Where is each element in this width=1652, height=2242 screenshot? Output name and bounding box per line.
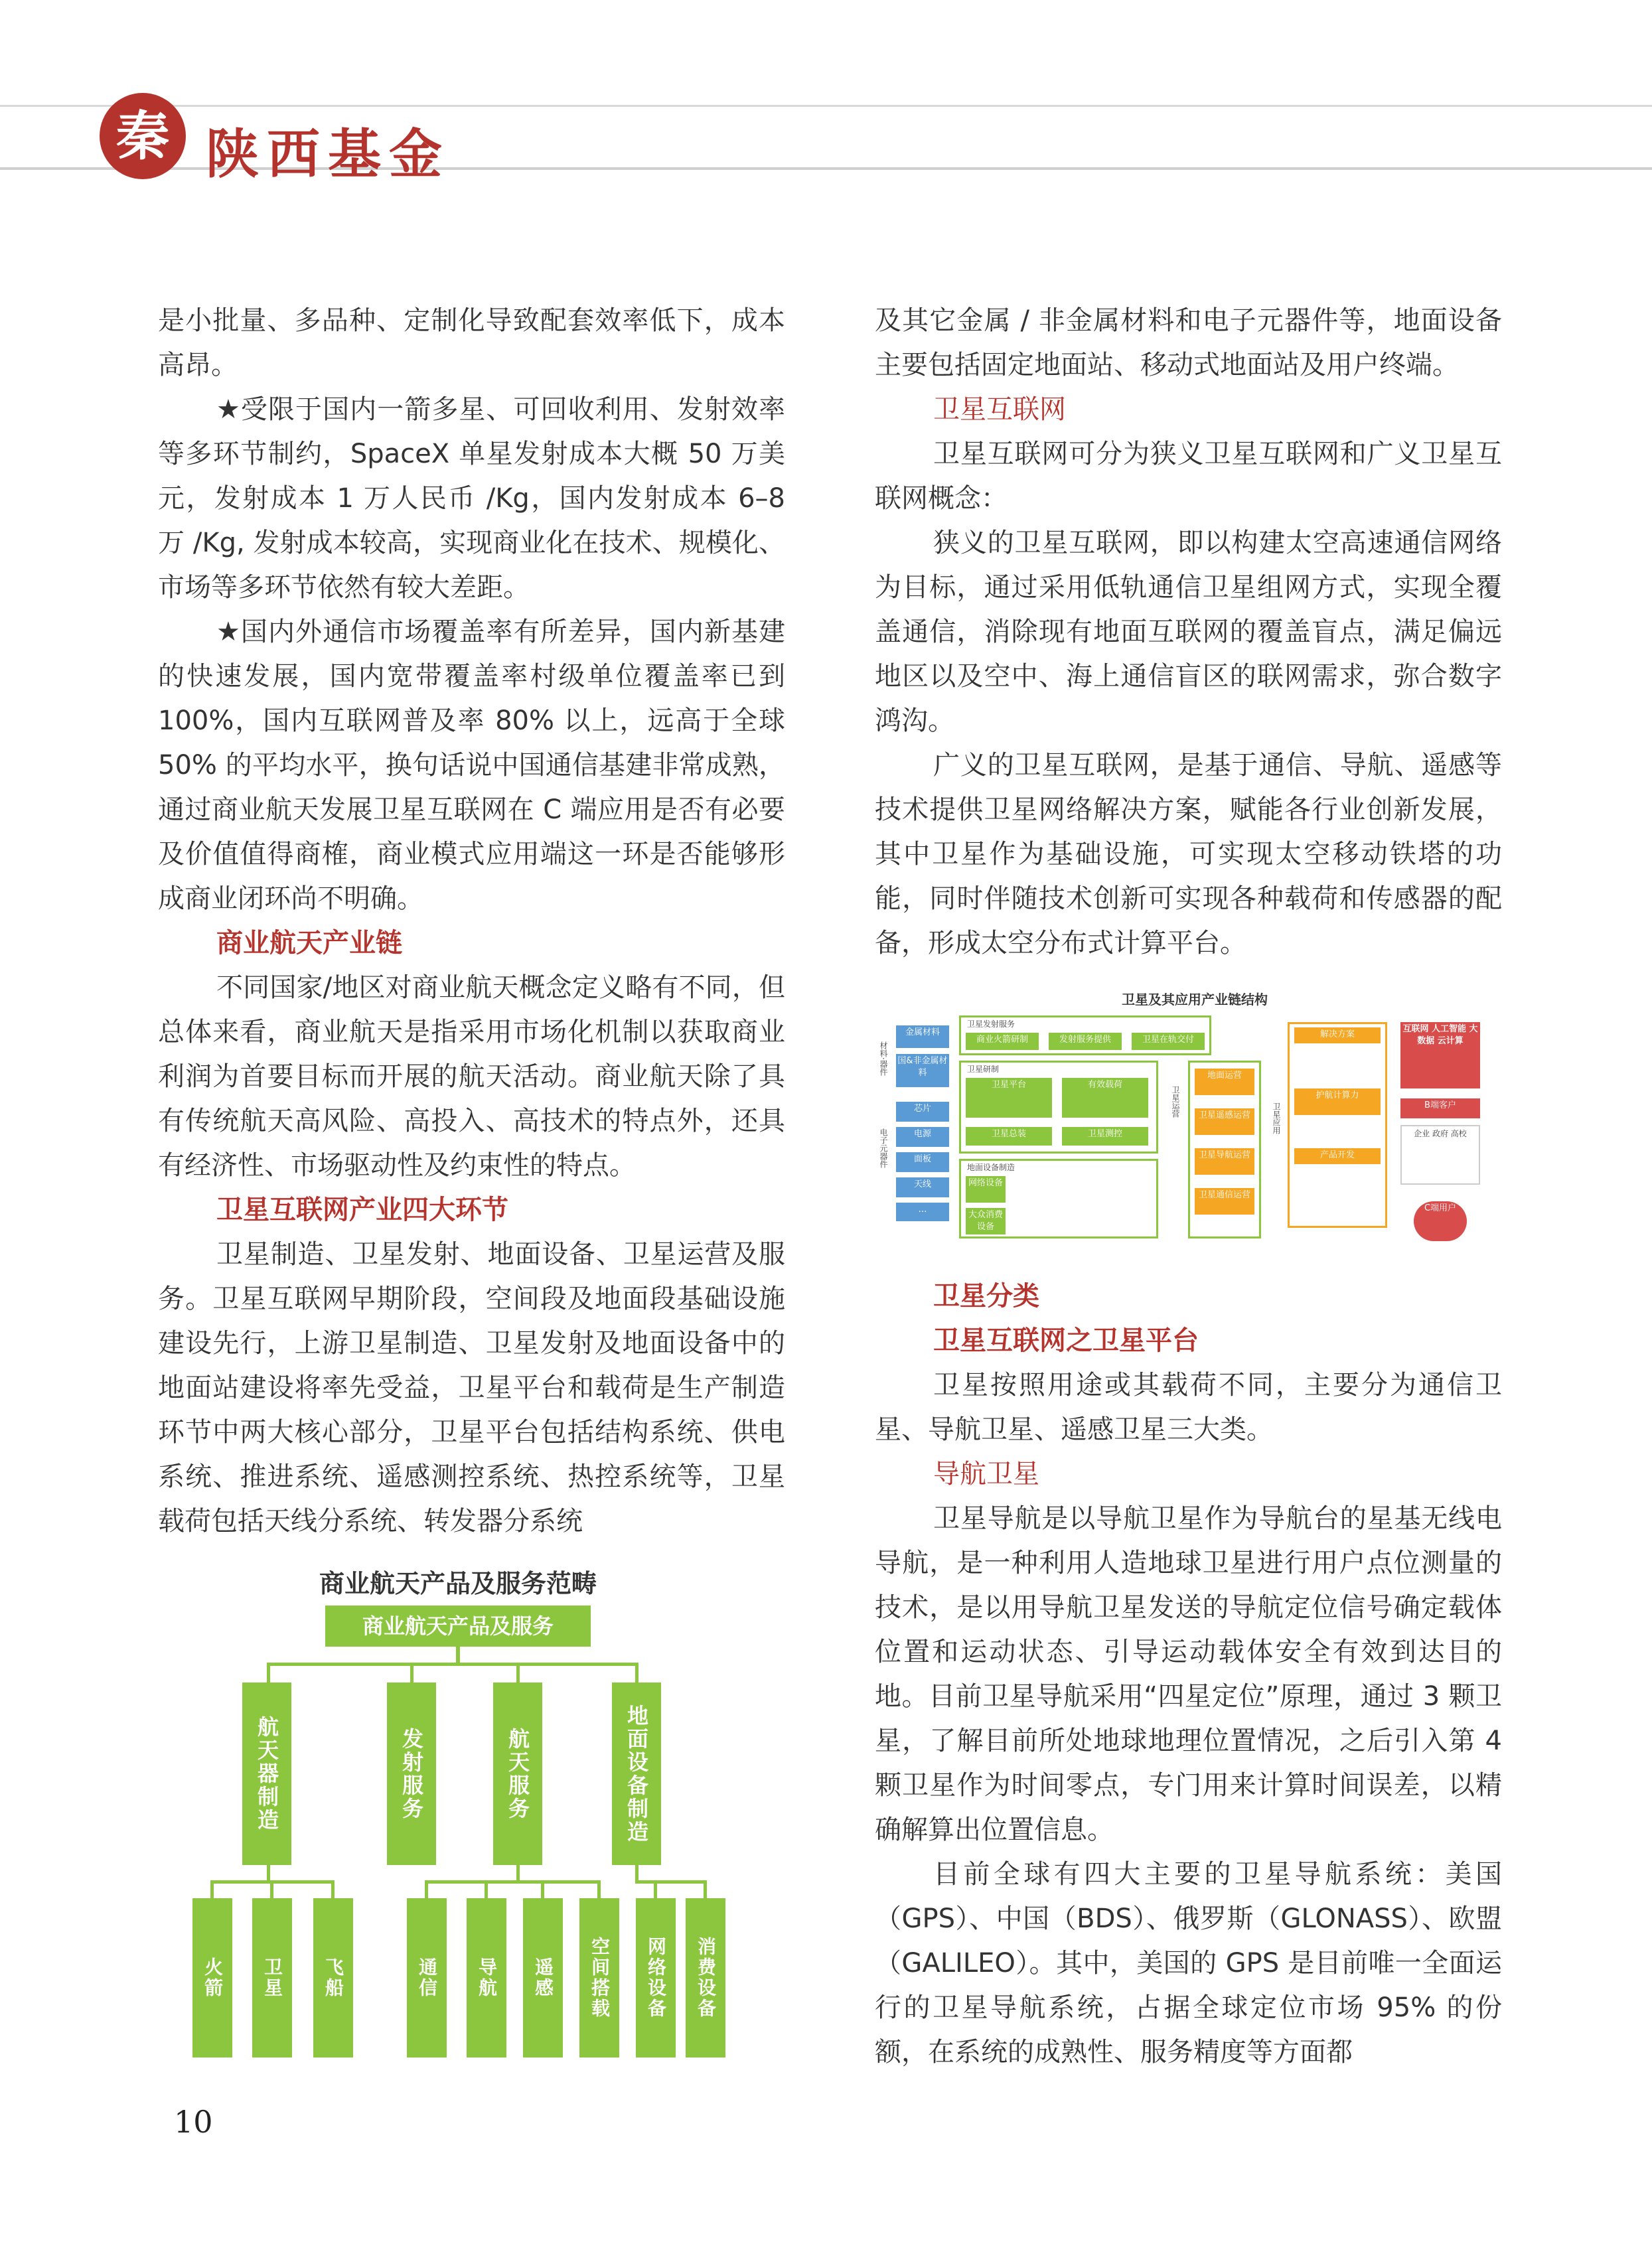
chain-label: 卫星研制 xyxy=(967,1065,1000,1074)
tree-leaf: 消费设备 xyxy=(686,1898,725,2057)
seal-logo-icon: 秦 xyxy=(100,93,186,179)
left-column xyxy=(158,299,785,1544)
chain-node: 商业火箭研制 xyxy=(966,1033,1039,1050)
chain-node: 卫星在轨交付 xyxy=(1132,1033,1205,1050)
chain-node: 护航计算力 xyxy=(1294,1088,1381,1115)
product-scope-diagram xyxy=(192,1563,723,2067)
paragraph: 卫星按照用途或其载荷不同，主要分为通信卫星、导航卫星、遥感卫星三大类。 xyxy=(875,1370,1502,1445)
chain-label: 地面设备制造 xyxy=(967,1163,1015,1172)
chain-node: 金属材料 xyxy=(896,1025,949,1048)
tree-node-launch: 发射服务 xyxy=(387,1682,436,1865)
tree-leaf: 导航 xyxy=(467,1898,506,2057)
chain-node: … xyxy=(896,1203,949,1221)
chain-node: 卫星平台 xyxy=(966,1078,1052,1118)
chain-node: 企业 政府 高校 xyxy=(1400,1125,1480,1185)
header-rule-top xyxy=(0,105,1652,107)
chain-node: 产品开发 xyxy=(1294,1148,1381,1164)
chain-label: 材料·器件 xyxy=(879,1041,888,1076)
paragraph: 卫星导航是以导航卫星作为导航台的星基无线电导航，是一种利用人造地球卫星进行用户点位测量的技术，是以用导航卫星发送的导航定位信号确定载体位置和运动状态、引导运动载体安全有效到达目的地。目前卫星导航采用“四星定位”原理，通过 3 颗卫星，了解目前所处地球地理位置情况，之后引入第 4 颗卫星作为时间零点，专门用来计算时间误差，以精确解算出位置信息。 xyxy=(875,1503,1502,1845)
diagram-title: 商业航天产品及服务范畴 xyxy=(319,1569,597,1598)
chain-label: 卫星应用 xyxy=(1272,1102,1281,1134)
section-heading: 卫星分类 xyxy=(933,1281,1039,1311)
chain-label: 电子元器件 xyxy=(879,1128,888,1168)
paragraph: 广义的卫星互联网，是基于通信、导航、遥感等技术提供卫星网络解决方案，赋能各行业创新发展，其中卫星作为基础设施，可实现太空移动铁塔的功能，同时伴随技术创新可实现各种载荷和传感器的配备，形成太空分布式计算平台。 xyxy=(875,750,1502,958)
chain-node: 大众消费设备 xyxy=(966,1208,1006,1234)
magazine-title: 陕西基金 xyxy=(206,123,450,185)
section-heading: 卫星互联网之卫星平台 xyxy=(933,1325,1199,1356)
chain-node: 有效载荷 xyxy=(1062,1078,1148,1118)
sub-heading: 卫星互联网 xyxy=(933,394,1066,425)
tree-node-space-service: 航天服务 xyxy=(493,1682,542,1865)
chain-node: 发射服务提供 xyxy=(1049,1033,1122,1050)
chain-node: 电源 xyxy=(896,1127,949,1147)
chain-node: 国&非金属材料 xyxy=(896,1054,949,1087)
paragraph: ★受限于国内一箭多星、可回收利用、发射效率等多环节制约，SpaceX 单星发射成本大概 50 万美元，发射成本 1 万人民币 /Kg，国内发射成本 6–8 万 /Kg, 发射成本较高，实现商业化在技术、规模化、市场等多环节依然有较大差距。 xyxy=(158,394,785,603)
sub-heading: 导航卫星 xyxy=(933,1459,1039,1489)
chain-node: 面板 xyxy=(896,1152,949,1172)
paragraph: 卫星互联网可分为狭义卫星互联网和广义卫星互联网概念： xyxy=(875,439,1502,514)
tree-leaf: 火箭 xyxy=(192,1898,232,2057)
right-column-bottom xyxy=(875,1274,1502,2075)
chain-node: 卫星总装 xyxy=(966,1127,1052,1146)
right-column-top xyxy=(875,299,1502,966)
chain-node: 卫星测控 xyxy=(1062,1127,1148,1146)
chain-label: 卫星发射服务 xyxy=(967,1019,1015,1029)
chain-node: C端用户 xyxy=(1414,1201,1467,1241)
tree-leaf: 飞船 xyxy=(313,1898,353,2057)
tree-leaf: 遥感 xyxy=(523,1898,563,2057)
chain-node: 卫星导航运营 xyxy=(1195,1148,1254,1175)
tree-node-spacecraft: 航天器制造 xyxy=(242,1682,291,1865)
paragraph: 目前全球有四大主要的卫星导航系统：美国（GPS）、中国（BDS）、俄罗斯（GLONASS）、欧盟（GALILEO）。其中，美国的 GPS 是目前唯一全面运行的卫星导航系统，占据全球定位市场 95% 的份额，在系统的成熟性、服务精度等方面都 xyxy=(875,1859,1502,2067)
paragraph: 及其它金属 / 非金属材料和电子元器件等，地面设备主要包括固定地面站、移动式地面站及用户终端。 xyxy=(875,305,1502,380)
tree-leaf: 卫星 xyxy=(252,1898,292,2057)
diagram-title: 卫星及其应用产业链结构 xyxy=(1122,992,1268,1008)
chain-node: 网络设备 xyxy=(966,1176,1006,1203)
tree-root-node: 商业航天产品及服务 xyxy=(325,1606,591,1647)
paragraph: ★国内外通信市场覆盖率有所差异，国内新基建的快速发展，国内宽带覆盖率村级单位覆盖率已到 100%，国内互联网普及率 80% 以上，远高于全球 50% 的平均水平，换句话说中国通信基建非常成熟，通过商业航天发展卫星互联网在 C 端应用是否有必要及价值值得商榷，商业模式应用端这一环是否能够形成商业闭环尚不明确。 xyxy=(158,617,785,914)
page-number: 10 xyxy=(174,2104,213,2140)
chain-node: 天线 xyxy=(896,1177,949,1197)
section-heading: 卫星互联网产业四大环节 xyxy=(216,1195,508,1225)
chain-node: B端客户 xyxy=(1400,1098,1480,1118)
section-heading: 商业航天产业链 xyxy=(216,928,402,958)
tree-leaf: 通信 xyxy=(407,1898,447,2057)
chain-node: 互联网 人工智能 大数据 云计算 xyxy=(1400,1022,1480,1088)
paragraph: 是小批量、多品种、定制化导致配套效率低下，成本高昂。 xyxy=(158,305,785,380)
chain-node: 地面运营 xyxy=(1195,1069,1254,1095)
chain-node: 解决方案 xyxy=(1294,1027,1381,1043)
tree-node-ground: 地面设备制造 xyxy=(612,1682,661,1865)
paragraph: 不同国家/地区对商业航天概念定义略有不同，但总体来看，商业航天是指采用市场化机制以获取商业利润为首要目标而开展的航天活动。商业航天除了具有传统航天高风险、高投入、高技术的特点外，还具有经济性、市场驱动性及约束性的特点。 xyxy=(158,972,785,1181)
paragraph: 卫星制造、卫星发射、地面设备、卫星运营及服务。卫星互联网早期阶段，空间段及地面段基础设施建设先行，上游卫星制造、卫星发射及地面设备中的地面站建设将率先受益，卫星平台和载荷是生产制造环节中两大核心部分，卫星平台包括结构系统、供电系统、推进系统、遥感测控系统、热控系统等，卫星载荷包括天线分系统、转发器分系统 xyxy=(158,1239,785,1536)
tree-leaf: 网络设备 xyxy=(636,1898,676,2057)
chain-node: 芯片 xyxy=(896,1102,949,1122)
tree-leaf: 空间搭载 xyxy=(579,1898,619,2057)
chain-label: 卫星运营 xyxy=(1171,1086,1180,1118)
chain-node: 卫星通信运营 xyxy=(1195,1188,1254,1215)
paragraph: 狭义的卫星互联网，即以构建太空高速通信网络为目标，通过采用低轨通信卫星组网方式，实现全覆盖通信，消除现有地面互联网的覆盖盲点，满足偏远地区以及空中、海上通信盲区的联网需求，弥合数字鸿沟。 xyxy=(875,528,1502,736)
chain-node: 卫星遥感运营 xyxy=(1195,1108,1254,1135)
industry-chain-diagram xyxy=(876,989,1513,1254)
chain-frame xyxy=(1288,1022,1387,1228)
